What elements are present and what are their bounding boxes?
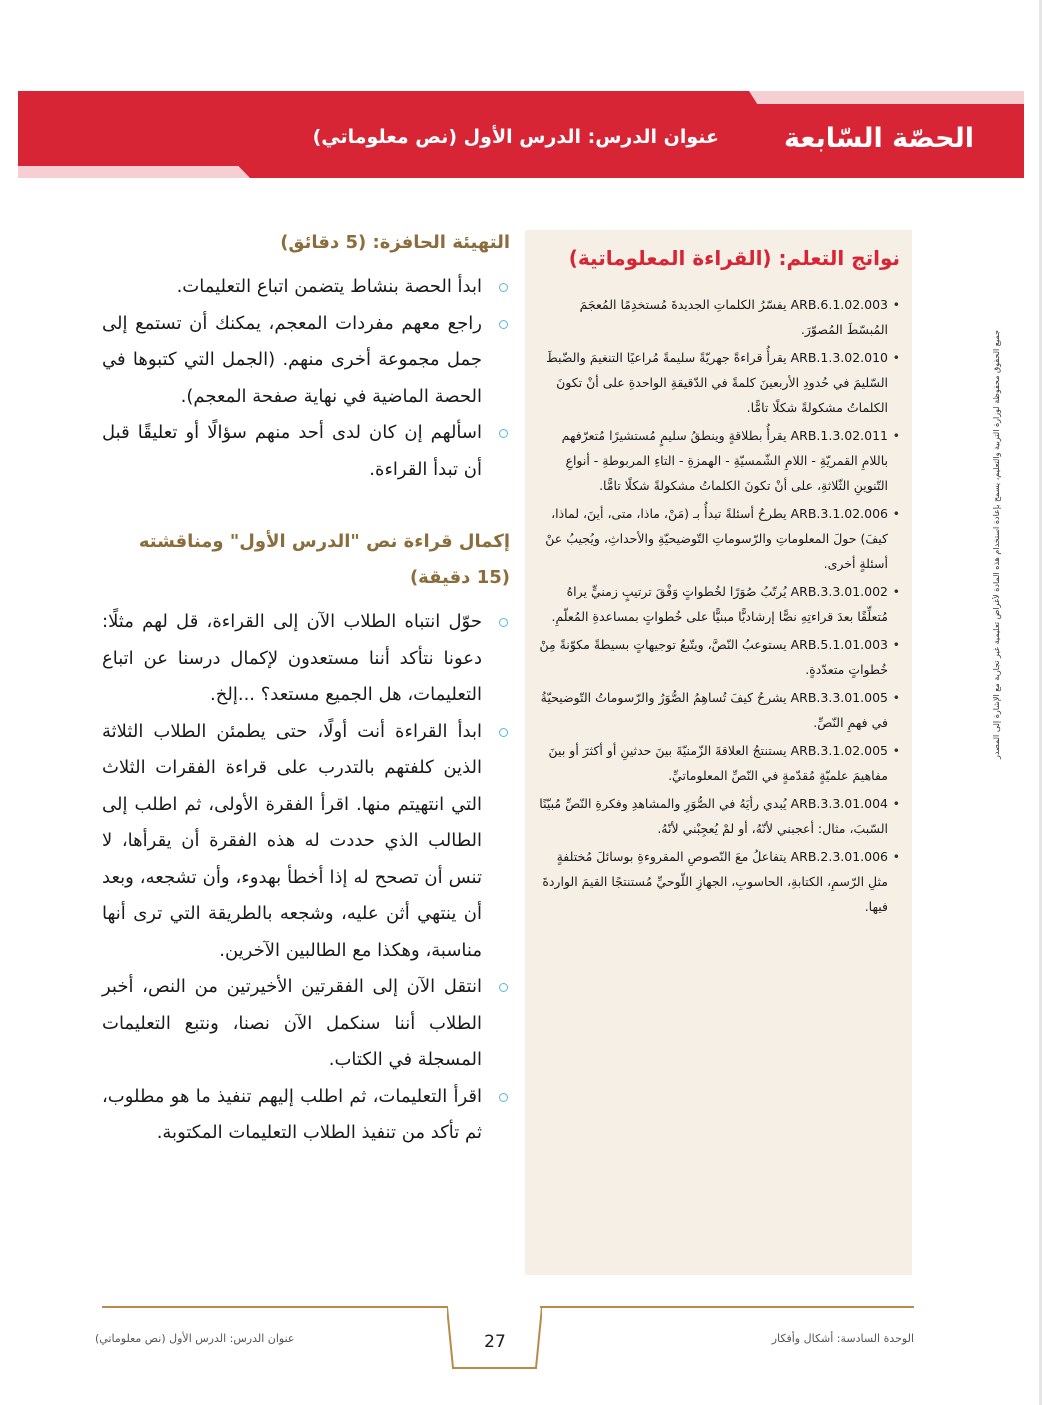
outcome-text: يستنتجُ العلاقةَ الزّمنيّةَ بينَ حدثينِ أو أكثرَ أو بينَ مفاهيمَ علميّةٍ مُقدّمةٍ في النّصِّ المعلوماتيِّ. bbox=[548, 743, 888, 783]
outcome-text: يفسّرُ الكلماتِ الجديدةَ مُستخدِمًا المُعجَمَ المُبسّطَ المُصوّرَ. bbox=[579, 297, 888, 337]
warmup-list bbox=[102, 269, 510, 488]
outcome-item bbox=[539, 292, 900, 342]
footer-lesson: عنوان الدرس: الدرس الأول (نص معلوماتي) bbox=[95, 1332, 295, 1345]
list-item: اقرأ التعليمات، ثم اطلب إليهم تنفيذ ما هو مطلوب، ثم تأكد من تنفيذ الطلاب التعليمات المكتوبة. bbox=[102, 1079, 510, 1152]
learning-outcomes-box bbox=[525, 230, 912, 1275]
learning-outcomes-title: نواتج التعلم: (القراءة المعلوماتية) bbox=[568, 246, 900, 270]
outcome-code: ARB.1.3.02.010 bbox=[790, 350, 888, 365]
footer-rule-left bbox=[102, 1306, 448, 1308]
outcome-code: ARB.3.1.02.005 bbox=[790, 743, 888, 758]
outcome-item bbox=[539, 685, 900, 735]
period-title: الحصّة السّابعة bbox=[784, 123, 974, 154]
period-banner bbox=[18, 91, 1024, 178]
outcome-code: ARB.3.3.01.005 bbox=[790, 690, 888, 705]
outcome-code: ARB.1.3.02.011 bbox=[790, 428, 888, 443]
banner-accent-bottom bbox=[18, 166, 250, 178]
lesson-title: عنوان الدرس: الدرس الأول (نص معلوماتي) bbox=[312, 126, 719, 148]
outcome-text: يقرأُ بطلاقةٍ وينطقُ سليمٍ مُستشيرًا مُتعرّفهم باللامِ القمريّةِ - اللامِ الشّمسيّةِ - الهمزةِ - التاءِ المربوطةِ - أنواعِ التّنوينِ الثّلاثةِ، على أنْ تكونَ الكلماتُ مشكولةً شكلًا تامًّا. bbox=[561, 428, 888, 493]
warmup-heading: التهيئة الحافزة: (5 دقائق) bbox=[280, 232, 510, 253]
outcome-code: ARB.3.1.02.006 bbox=[790, 506, 888, 521]
reading-heading: إكمال قراءة نص "الدرس الأول" ومناقشته (15 دقيقة) bbox=[138, 531, 510, 588]
copyright-side-note: جميع الحقوق محفوظة لوزارة التربية والتعليم، يسمح بإعادة استخدام هذه المادة لأغراض تعليمية غير تجارية مع الإشارة إلى المصدر bbox=[992, 330, 1001, 760]
outcome-item bbox=[539, 844, 900, 919]
banner-accent-top bbox=[749, 91, 1024, 104]
list-item: ابدأ الحصة بنشاط يتضمن اتباع التعليمات. bbox=[102, 269, 510, 306]
outcome-item bbox=[539, 738, 900, 788]
outcome-text: يشرحُ كيفَ تُساهِمُ الصُّوَرُ والرّسوماتُ التّوضيحيّةُ في فهمِ النّصِّ. bbox=[540, 690, 888, 730]
list-item: حوّل انتباه الطلاب الآن إلى القراءة، قل لهم مثلًا: دعونا نتأكد أننا مستعدون لإكمال درسنا عن اتباع التعليمات، هل الجميع مستعد؟ ...إلخ. bbox=[102, 604, 510, 714]
outcome-text: يتفاعلُ معَ النّصوصِ المقروءةِ بوسائلَ مُختلفةٍ مثلِ الرّسمِ، الكتابةِ، الحاسوبِ، الجهازِ اللّوحيِّ مُستنتجًا القيمَ الواردةَ فيها. bbox=[542, 849, 888, 914]
outcome-text: يُبدي رأيَهُ في الصُّوَرِ والمشاهدِ وفكرةِ النّصِّ مُبيّنًا السّببَ، مثال: أعجبني لأنّهُ، أو لمْ يُعجِبْني لأنّهُ. bbox=[539, 796, 888, 836]
list-item: راجع معهم مفردات المعجم، يمكنك أن تستمع إلى جمل مجموعة أخرى منهم. (الجمل التي كتبوها في الحصة الماضية في نهاية صفحة المعجم). bbox=[102, 306, 510, 416]
outcome-text: يستوعبُ النّصَّ، ويتّبعُ توجيهاتٍ بسيطةً مكوّنةً مِنْ خُطواتٍ متعدّدةٍ. bbox=[539, 637, 888, 677]
learning-outcomes-list bbox=[525, 292, 912, 919]
outcome-text: يُرتّبُ صُوَرًا لخُطواتٍ وَفْقَ ترتيبٍ زمنيٍّ يراهُ مُتعلِّقًا بعدَ قراءتِهِ نصًّا إرشاديًّا مبنيًّا على خُطواتٍ بمساعدةِ المُعلّمِ. bbox=[551, 584, 888, 624]
outcome-code: ARB.3.3.01.004 bbox=[790, 796, 888, 811]
outcome-item bbox=[539, 579, 900, 629]
footer-rule-right bbox=[540, 1306, 914, 1308]
outcome-text: يطرحُ أسئلةً تبدأُ بـ (مَنْ، ماذا، متى، أينَ، لماذا، كيفَ) حولَ المعلوماتِ والرّسوماتِ التّوضيحيّةِ والأحداثِ، ويُجيبُ عنْ أسئلةٍ أخرى. bbox=[545, 506, 888, 571]
outcome-item bbox=[539, 423, 900, 498]
outcome-item bbox=[539, 632, 900, 682]
list-item: اسألهم إن كان لدى أحد منهم سؤالًا أو تعليقًا قبل أن تبدأ القراءة. bbox=[102, 415, 510, 488]
outcome-code: ARB.5.1.01.003 bbox=[790, 637, 888, 652]
outcome-code: ARB.2.3.01.006 bbox=[790, 849, 888, 864]
outcome-item bbox=[539, 501, 900, 576]
reading-list bbox=[102, 604, 510, 1152]
outcome-item bbox=[539, 345, 900, 420]
lesson-procedure-column bbox=[102, 225, 510, 1188]
outcome-text: يقرأُ قراءةً جهريّةً سليمةً مُراعيًا التنغيمَ والضّبطَ السّليمَ في حُدودِ الأربعينَ كلمةً في الدّقيقةِ الواحدةِ على أنْ تكونَ الكلماتُ مشكولةً شكلًا تامًّا. bbox=[546, 350, 888, 415]
footer-unit: الوحدة السادسة: أشكال وأفكار bbox=[771, 1332, 914, 1345]
outcome-code: ARB.3.3.01.002 bbox=[790, 584, 888, 599]
list-item: ابدأ القراءة أنت أولًا، حتى يطمئن الطلاب الثلاثة الذين كلفتهم بالتدرب على قراءة الفقرات الثلاث التي انتهيتم منها. اقرأ الفقرة الأولى، ثم اطلب إلى الطالب الذي حددت له هذه الفقرة أن يقرأها، لا تنس أن تصحح له إذا أخطأ بهدوء، وأن تشجعه، وبعد أن ينتهي أثن عليه، وشجعه بالطريقة التي ترى أنها مناسبة، وهكذا مع الطالبين الآخرين. bbox=[102, 714, 510, 970]
outcome-code: ARB.6.1.02.003 bbox=[790, 297, 888, 312]
page-number: 27 bbox=[484, 1332, 506, 1352]
outcome-item bbox=[539, 791, 900, 841]
list-item: انتقل الآن إلى الفقرتين الأخيرتين من النص، أخبر الطلاب أننا سنكمل الآن نصنا، ونتبع التعليمات المسجلة في الكتاب. bbox=[102, 969, 510, 1079]
